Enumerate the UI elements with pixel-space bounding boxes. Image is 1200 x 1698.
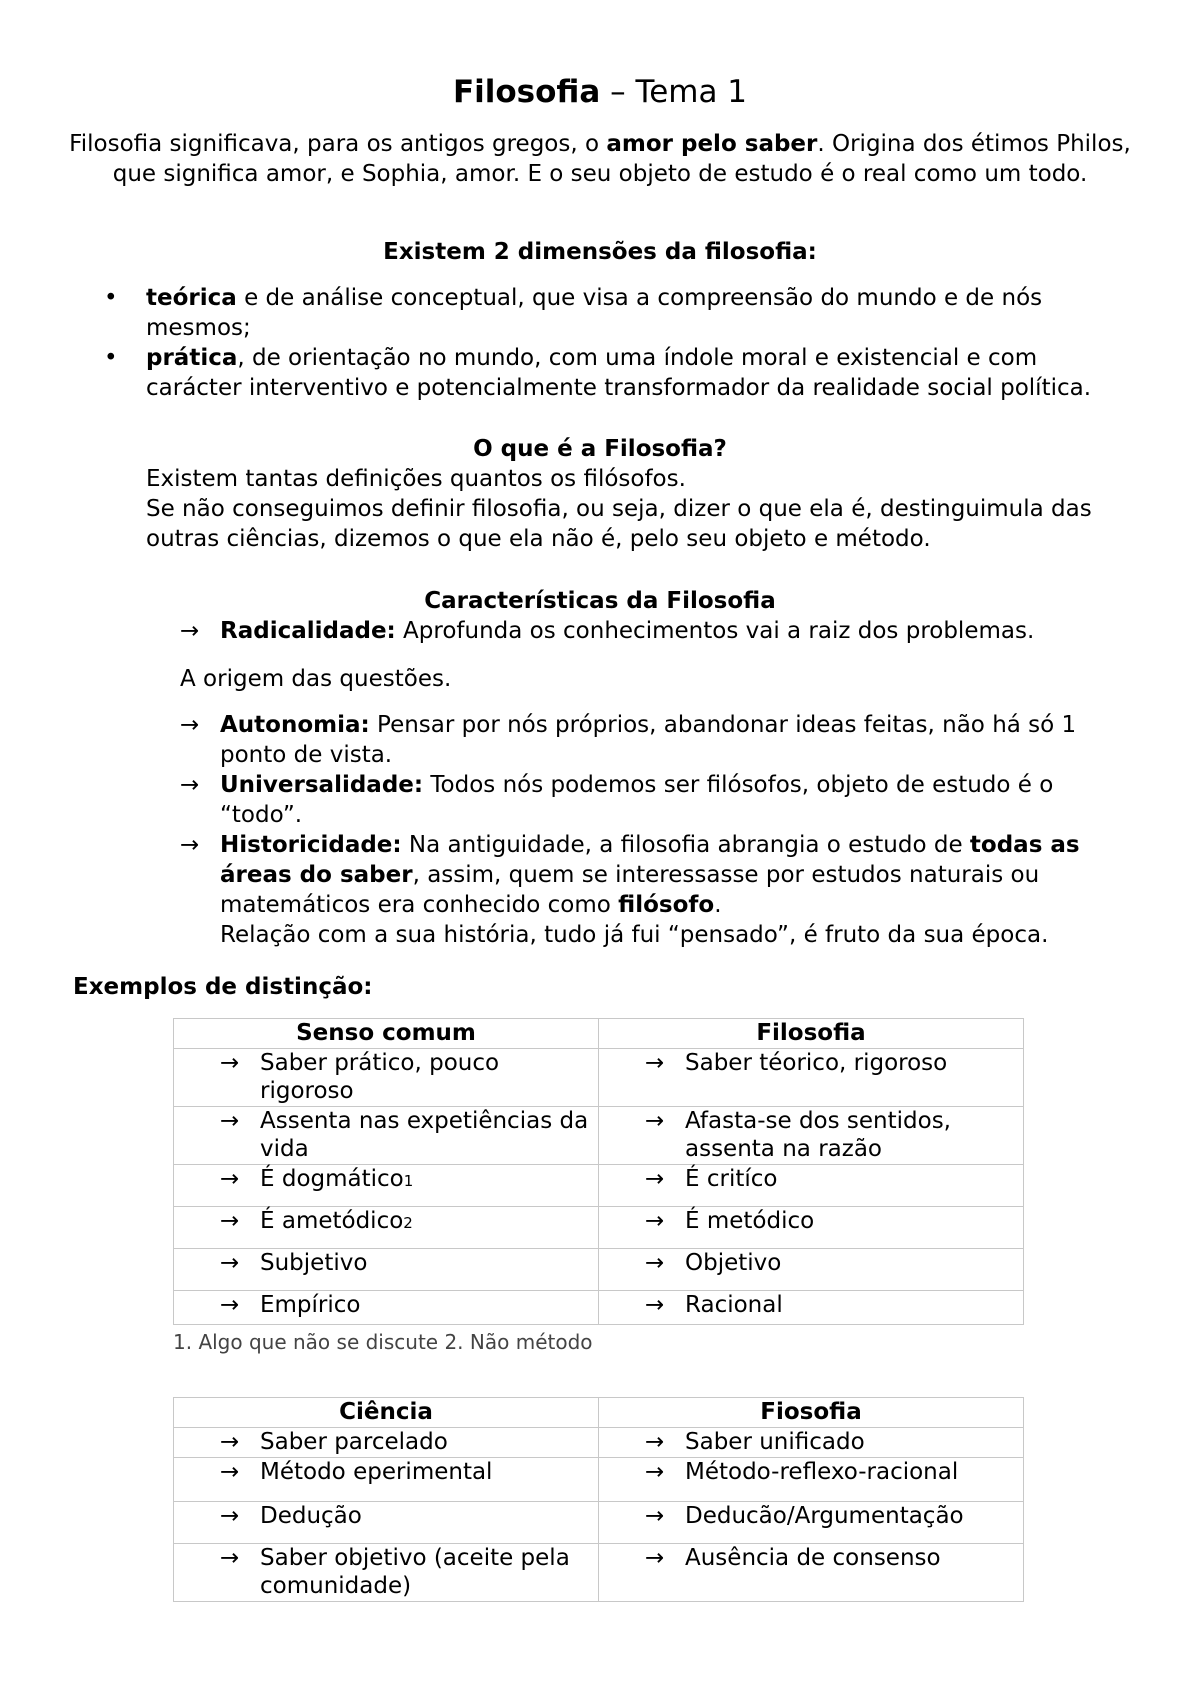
characteristics-heading: Características da Filosofia	[424, 588, 776, 614]
origin-text: A origem das questões.	[180, 666, 452, 692]
footnote: 1. Algo que não se discute 2. Não método	[173, 1330, 593, 1354]
table-cell: → Afasta-se dos sentidos, assenta na razão	[599, 1107, 1024, 1165]
table-header-row	[174, 1019, 1024, 1049]
table-cell: → É dogmático1	[174, 1165, 599, 1207]
list-item: • prática, de orientação no mundo, com uma índole moral e existencial e com carácter interventivo e potencialmente transformador da realidade social política.	[104, 345, 1092, 401]
table-cell: → Saber prático, pouco rigoroso	[174, 1049, 599, 1107]
table-cell: → Racional	[599, 1291, 1024, 1325]
arrow-icon: →	[220, 1050, 240, 1076]
footnote-marker: 2	[403, 1214, 413, 1232]
list-item: → Autonomia: Pensar por nós próprios, abandonar ideas feitas, não há só 1 ponto de vista.	[180, 712, 1077, 768]
table-row	[174, 1107, 1024, 1165]
table-cell: → Empírico	[174, 1291, 599, 1325]
footnote-marker: 1	[403, 1172, 414, 1190]
table-cell: → Saber objetivo (aceite pela comunidade)	[174, 1544, 599, 1602]
column-header: Filosofia	[599, 1019, 1024, 1049]
arrow-icon: →	[645, 1250, 665, 1276]
table-row	[174, 1049, 1024, 1107]
list-item: → Radicalidade: Aprofunda os conhecimentos vai a raiz dos problemas.	[180, 618, 1035, 644]
table-row	[174, 1249, 1024, 1291]
list-item: • teórica e de análise conceptual, que visa a compreensão do mundo e de nós mesmos;	[104, 285, 1043, 341]
arrow-icon: →	[220, 1166, 240, 1192]
table-row	[174, 1502, 1024, 1544]
intro-paragraph: Filosofia significava, para os antigos gregos, o amor pelo saber. Origina dos étimos Philos, que significa amor, e Sophia, amor. E o seu objeto de estudo é o real como um todo.	[69, 131, 1131, 187]
arrow-icon: →	[645, 1459, 665, 1485]
arrow-icon: →	[220, 1459, 240, 1485]
table-cell: → Deducão/Argumentação	[599, 1502, 1024, 1544]
arrow-icon: →	[645, 1429, 665, 1455]
arrow-icon: →	[645, 1050, 665, 1076]
table-cell: → Ausência de consenso	[599, 1544, 1024, 1602]
table-row	[174, 1207, 1024, 1249]
arrow-icon: →	[220, 1208, 240, 1234]
definitions-line: Existem tantas definições quantos os filósofos.	[146, 466, 686, 492]
table-cell: → Saber téorico, rigoroso	[599, 1049, 1024, 1107]
arrow-icon: →	[220, 1545, 240, 1571]
page-title: Filosofia – Tema 1	[452, 74, 748, 110]
column-header: Fiosofia	[599, 1398, 1024, 1428]
table-row	[174, 1165, 1024, 1207]
table-cell: → É ametódico2	[174, 1207, 599, 1249]
characteristics-list-2	[180, 710, 1140, 950]
table-cell: → É metódico	[599, 1207, 1024, 1249]
table-cell: → É critíco	[599, 1165, 1024, 1207]
senso-comum-vs-filosofia-table	[173, 1018, 1024, 1325]
arrow-icon: →	[220, 1429, 240, 1455]
table-row	[174, 1458, 1024, 1502]
arrow-icon: →	[645, 1503, 665, 1529]
arrow-icon: →	[180, 832, 200, 858]
table-cell: → Subjetivo	[174, 1249, 599, 1291]
list-item: → Historicidade: Na antiguidade, a filosofia abrangia o estudo de todas as áreas do saber, assim, quem se interessasse por estudos naturais ou matemáticos era conhecido como filósofo. Relação com a sua história, tudo já fui “pensado”, é fruto da sua época.	[180, 832, 1080, 948]
arrow-icon: →	[180, 772, 200, 798]
table-cell: → Método eperimental	[174, 1458, 599, 1502]
examples-heading: Exemplos de distinção:	[73, 974, 373, 1000]
list-item: → Universalidade: Todos nós podemos ser filósofos, objeto de estudo é o “todo”.	[180, 772, 1054, 828]
definitions-paragraph: Se não conseguimos definir filosofia, ou seja, dizer o que ela é, destinguimula das outras ciências, dizemos o que ela não é, pelo seu objeto e método.	[146, 496, 1092, 552]
table-cell: → Saber parcelado	[174, 1428, 599, 1458]
bullet-icon: •	[104, 345, 118, 371]
arrow-icon: →	[645, 1166, 665, 1192]
bullet-icon: •	[104, 285, 118, 311]
arrow-icon: →	[220, 1108, 240, 1134]
table-cell: → Objetivo	[599, 1249, 1024, 1291]
ciencia-vs-filosofia-table	[173, 1397, 1024, 1602]
arrow-icon: →	[220, 1250, 240, 1276]
dimensions-heading: Existem 2 dimensões da filosofia:	[383, 239, 817, 265]
table-cell: → Saber unificado	[599, 1428, 1024, 1458]
table-row	[174, 1544, 1024, 1602]
table-cell: → Assenta nas expetiências da vida	[174, 1107, 599, 1165]
column-header: Ciência	[174, 1398, 599, 1428]
arrow-icon: →	[645, 1108, 665, 1134]
arrow-icon: →	[180, 712, 200, 738]
table-header-row	[174, 1398, 1024, 1428]
table-row	[174, 1291, 1024, 1325]
column-header: Senso comum	[174, 1019, 599, 1049]
dimensions-list	[104, 283, 1104, 403]
arrow-icon: →	[645, 1292, 665, 1318]
arrow-icon: →	[645, 1208, 665, 1234]
table-cell: → Método-reflexo-racional	[599, 1458, 1024, 1502]
table-row	[174, 1428, 1024, 1458]
characteristics-list-1	[180, 616, 1140, 646]
arrow-icon: →	[645, 1545, 665, 1571]
arrow-icon: →	[180, 618, 200, 644]
table-cell: → Dedução	[174, 1502, 599, 1544]
arrow-icon: →	[220, 1292, 240, 1318]
question-heading: O que é a Filosofia?	[473, 436, 727, 462]
arrow-icon: →	[220, 1503, 240, 1529]
